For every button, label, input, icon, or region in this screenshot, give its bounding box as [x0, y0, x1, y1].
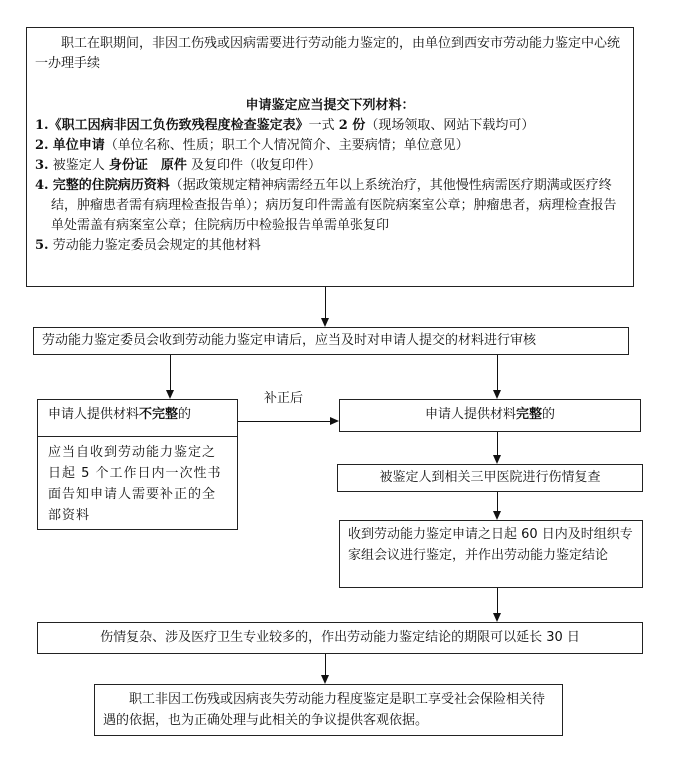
arrow-down-icon	[493, 455, 501, 464]
complete-materials-box: 申请人提供材料完整的	[339, 399, 641, 432]
connector-line	[325, 287, 326, 318]
connector-line	[497, 432, 498, 455]
review-text: 劳动能力鉴定委员会收到劳动能力鉴定申请后，应当及时对申请人提交的材料进行审核	[42, 333, 537, 348]
material-item-2: 2. 单位申请（单位名称、性质；职工个人情况简介、主要病情；单位意见）	[35, 138, 469, 153]
complete-emphasis: 完整	[515, 407, 542, 422]
incomplete-header: 申请人提供材料不完整的	[38, 400, 237, 437]
intro-text: 职工在职期间，非因工伤残或因病需要进行劳动能力鉴定的，由单位到西安市劳动能力鉴定中心统一办理手续	[35, 36, 621, 71]
incomplete-materials-box	[37, 399, 238, 530]
review-box	[33, 327, 629, 355]
connector-line	[325, 654, 326, 675]
arrow-down-icon	[493, 613, 501, 622]
extension-box: 伤情复杂、涉及医疗卫生专业较多的，作出劳动能力鉴定结论的期限可以延长 30 日	[37, 622, 643, 654]
conclusion-box: 职工非因工伤残或因病丧失劳动能力程度鉴定是职工享受社会保险相关待遇的依据，也为正确处理与此相关的争议提供客观依据。	[94, 684, 563, 736]
connector-line	[238, 421, 331, 422]
connector-line	[497, 355, 498, 390]
arrow-down-icon	[321, 318, 329, 327]
application-requirements-box	[26, 27, 634, 287]
material-item-4: 4. 完整的住院病历资料（据政策规定精神病需经五年以上系统治疗，其他慢性病需医疗期满或医疗终结，肿瘤患者需有病理检查报告单）；病历复印件需盖有医院病案室公章；肿瘤患者，病理检查报告单处需盖有病案室公章；住院病历中检验报告单需单张复印	[35, 178, 617, 233]
decision-box: 收到劳动能力鉴定申请之日起 60 日内及时组织专家组会议进行鉴定，并作出劳动能力鉴定结论	[339, 520, 643, 588]
materials-list	[35, 116, 625, 256]
arrow-down-icon	[166, 390, 174, 399]
connector-line	[497, 492, 498, 511]
arrow-down-icon	[321, 675, 329, 684]
arrow-right-icon	[330, 417, 339, 425]
incomplete-emphasis: 不完整	[139, 407, 179, 422]
material-item-1-title: 《职工因病非因工负伤致残程度检查鉴定表》	[48, 118, 309, 133]
connector-line	[170, 355, 171, 390]
connector-line	[497, 588, 498, 613]
materials-heading: 申请鉴定应当提交下列材料：	[245, 98, 415, 113]
correction-label: 补正后	[264, 391, 304, 406]
arrow-down-icon	[493, 390, 501, 399]
material-item-1: 1.《职工因病非因工负伤致残程度检查鉴定表》一式 2 份（现场领取、网站下载均可）	[35, 118, 535, 133]
incomplete-detail: 应当自收到劳动能力鉴定之日起 5 个工作日内一次性书面告知申请人需要补正的全部资料	[48, 445, 222, 523]
material-item-3: 3. 被鉴定人 身份证 原件 及复印件（收复印件）	[35, 158, 322, 173]
hospital-review-box: 被鉴定人到相关三甲医院进行伤情复查	[337, 464, 643, 492]
arrow-down-icon	[493, 511, 501, 520]
material-item-5: 5. 劳动能力鉴定委员会规定的其他材料	[35, 238, 261, 253]
